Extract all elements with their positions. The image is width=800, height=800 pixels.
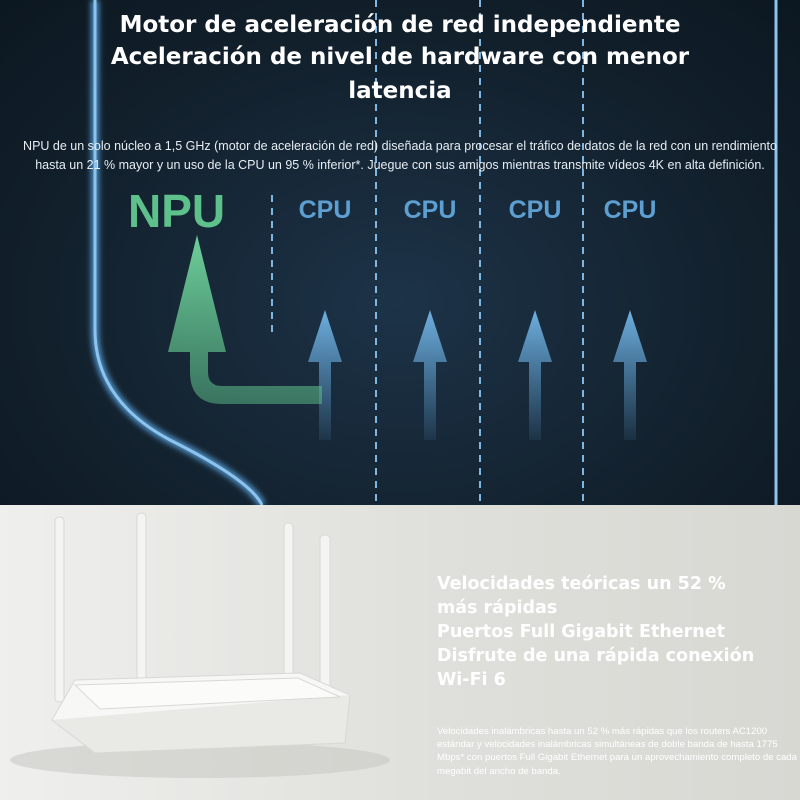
cpu-arrow-icon bbox=[613, 310, 647, 440]
cpu-label: CPU bbox=[298, 196, 352, 224]
title-line-2: Aceleración de nivel de hardware con menor bbox=[110, 44, 690, 70]
cpu-label: CPU bbox=[603, 196, 657, 224]
title-line-3: latencia bbox=[348, 78, 452, 104]
title-line-1: Motor de aceleración de red independiente bbox=[119, 12, 681, 38]
npu-label: NPU bbox=[128, 185, 226, 237]
cpu-label: CPU bbox=[508, 196, 562, 224]
cpu-arrow-icon bbox=[308, 310, 342, 440]
cpu-arrow-icon bbox=[413, 310, 447, 440]
npu-arrow-icon bbox=[168, 235, 322, 404]
headline-line: Velocidades teóricas un 52 % bbox=[437, 574, 726, 594]
headline-line: más rápidas bbox=[437, 598, 558, 618]
headline-line: Puertos Full Gigabit Ethernet bbox=[437, 622, 725, 642]
features-headline bbox=[437, 572, 797, 692]
headline-line: Wi-Fi 6 bbox=[437, 670, 506, 690]
npu-description: NPU de un solo núcleo a 1,5 GHz (motor de aceleración de red) diseñada para procesar el tráfico de datos de la red con un rendimiento hasta un 21 % mayor y un uso de la CPU un 95 % inferior*. Juegue con sus amigos mientras transmite vídeos 4K en alta definición. bbox=[23, 139, 777, 172]
cpu-arrow-icon bbox=[518, 310, 552, 440]
headline-line: Disfrute de una rápida conexión bbox=[437, 646, 755, 666]
features-description: Velocidades inalámbricas hasta un 52 % más rápidas que los routers AC1200 estándar y velocidades inalámbricas simultáneas de doble banda de hasta 1775 Mbps* con puertos Full Gigabit Ethernet para un aprovechamiento completo de cada megabit del ancho de banda. bbox=[437, 726, 797, 777]
cpu-label: CPU bbox=[403, 196, 457, 224]
router-image bbox=[0, 505, 440, 800]
